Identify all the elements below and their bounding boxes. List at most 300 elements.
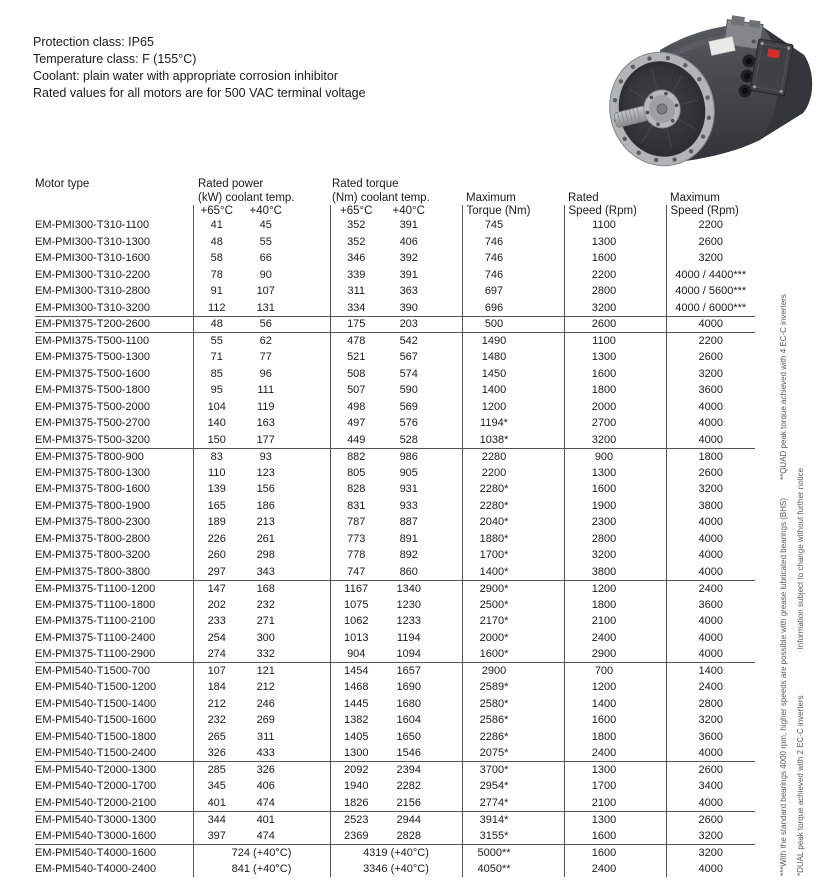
value-cell: 697 <box>462 283 564 300</box>
table-row <box>35 696 755 713</box>
motor-type-cell: EM-PMI375-T500-3200 <box>35 433 150 446</box>
value-cell: 78 <box>193 267 240 284</box>
value-cell: 260 <box>193 547 240 564</box>
table-row <box>35 349 755 366</box>
table-group <box>35 333 755 449</box>
value-cell: 1200 <box>564 679 666 696</box>
value-cell: 2600 <box>666 762 755 779</box>
value-cell: 165 <box>193 498 240 515</box>
value-cell: 3200 <box>564 432 666 449</box>
value-cell: 891 <box>399 532 418 545</box>
value-cell: 334 <box>330 300 382 317</box>
table-row <box>35 646 755 663</box>
value-cell: 3200 <box>564 300 666 317</box>
value-cell: 1600 <box>564 844 666 861</box>
value-cell: 2000* <box>462 630 564 647</box>
value-cell: 1200 <box>462 399 564 416</box>
value-cell: 2200 <box>564 267 666 284</box>
value-cell: 203 <box>382 316 462 333</box>
motor-type-cell: EM-PMI375-T1100-1800 <box>35 598 156 611</box>
value-cell: 2800 <box>666 696 755 713</box>
value-cell: 474 <box>256 796 275 809</box>
value-cell: 746 <box>462 267 564 284</box>
value-cell: 2000 <box>564 399 666 416</box>
value-cell: 1480 <box>462 349 564 366</box>
value-cell: 212 <box>193 696 240 713</box>
motor-type-cell: EM-PMI375-T800-1900 <box>35 499 150 512</box>
value-cell: 3600 <box>666 597 755 614</box>
info-line-coolant: Coolant: plain water with appropriate corrosion inhibitor <box>33 69 339 83</box>
value-cell: 3200 <box>666 250 755 267</box>
value-cell: 3200 <box>666 844 755 861</box>
motor-type-cell: EM-PMI540-T3000-1300 <box>35 811 193 828</box>
value-cell: 95 <box>193 382 240 399</box>
value-cell: 4000 <box>666 415 755 432</box>
value-cell: 1200 <box>564 580 666 597</box>
value-cell: 1600 <box>564 481 666 498</box>
value-cell: 724 (+40°C) <box>193 844 330 861</box>
table-row <box>35 745 755 762</box>
value-cell: 3600 <box>666 382 755 399</box>
value-cell: 111 <box>257 384 275 397</box>
value-cell: 4000 <box>666 514 755 531</box>
value-cell: 2369 <box>330 828 382 845</box>
motor-type-cell: EM-PMI300-T310-1600 <box>35 252 150 265</box>
value-cell: 2828 <box>396 829 421 842</box>
value-cell: 2092 <box>330 762 382 779</box>
table-row <box>35 712 755 729</box>
value-cell: 2800 <box>564 283 666 300</box>
value-cell: 326 <box>193 745 240 762</box>
value-cell: 2580* <box>462 696 564 713</box>
value-cell: 1194* <box>462 415 564 432</box>
value-cell: 2400 <box>666 679 755 696</box>
motor-type-cell: EM-PMI375-T800-3800 <box>35 565 150 578</box>
col-header-rated-speed: Rated <box>568 192 599 204</box>
value-cell: 1650 <box>396 730 421 743</box>
value-cell: 2400 <box>564 861 666 878</box>
value-cell: 2900 <box>564 646 666 663</box>
value-cell: 449 <box>330 432 382 449</box>
value-cell: 1604 <box>396 714 421 727</box>
value-cell: 1600 <box>564 712 666 729</box>
value-cell: 805 <box>330 465 382 482</box>
value-cell: 1600 <box>564 366 666 383</box>
value-cell: 1100 <box>564 333 666 350</box>
value-cell: 139 <box>193 481 240 498</box>
col-header-torque-65: +65°C <box>330 205 382 217</box>
value-cell: 2200 <box>666 217 755 234</box>
value-cell: 1454 <box>330 663 382 680</box>
value-cell: 2600 <box>564 316 666 333</box>
col-header-max-torque-unit: Torque (Nm) <box>462 205 564 217</box>
col-header-max-speed: Maximum <box>670 192 720 204</box>
col-header-motor-type: Motor type <box>35 178 90 190</box>
value-cell: 2280 <box>462 448 564 465</box>
motor-type-cell: EM-PMI375-T800-2300 <box>35 516 150 529</box>
value-cell: 2282 <box>396 780 421 793</box>
value-cell: 265 <box>193 729 240 746</box>
value-cell: 1400* <box>462 564 564 581</box>
footnote-column-inner <box>795 468 806 876</box>
value-cell: 233 <box>193 613 240 630</box>
value-cell: 2600 <box>666 465 755 482</box>
motor-type-cell: EM-PMI375-T500-1800 <box>35 384 150 397</box>
value-cell: 900 <box>564 448 666 465</box>
col-header-rated-power: Rated power <box>198 178 264 190</box>
table-row <box>35 613 755 630</box>
value-cell: 4319 (+40°C) <box>330 844 462 861</box>
motor-type-cell: EM-PMI375-T1100-2400 <box>35 631 156 644</box>
value-cell: 567 <box>399 351 418 364</box>
col-header-max-torque: Maximum <box>466 192 516 204</box>
value-cell: 1062 <box>330 613 382 630</box>
table-row <box>35 679 755 696</box>
value-cell: 4000 <box>666 795 755 812</box>
value-cell: 1382 <box>330 712 382 729</box>
table-row <box>35 811 755 828</box>
motor-type-cell: EM-PMI300-T310-2800 <box>35 285 150 298</box>
value-cell: 2400 <box>564 630 666 647</box>
motor-type-cell: EM-PMI375-T800-1300 <box>35 466 150 479</box>
value-cell: 2075* <box>462 745 564 762</box>
value-cell: 1800 <box>564 382 666 399</box>
table-row <box>35 762 755 779</box>
value-cell: 2600 <box>666 811 755 828</box>
value-cell: 4000 / 6000*** <box>666 300 755 317</box>
value-cell: 4000 <box>666 613 755 630</box>
value-cell: 2300 <box>564 514 666 531</box>
value-cell: 1038* <box>462 432 564 449</box>
value-cell: 2700 <box>564 415 666 432</box>
value-cell: 3200 <box>666 828 755 845</box>
value-cell: 352 <box>330 234 382 251</box>
value-cell: 745 <box>462 217 564 234</box>
value-cell: 401 <box>240 811 330 828</box>
value-cell: 828 <box>330 481 382 498</box>
value-cell: 269 <box>256 714 275 727</box>
motor-type-cell: EM-PMI300-T310-1300 <box>35 235 150 248</box>
value-cell: 45 <box>259 219 272 232</box>
value-cell: 107 <box>193 663 240 680</box>
table-group <box>35 762 755 812</box>
value-cell: 4050** <box>462 861 564 878</box>
value-cell: 4000 / 4400*** <box>666 267 755 284</box>
value-cell: 1900 <box>564 498 666 515</box>
value-cell: 500 <box>462 316 564 333</box>
value-cell: 77 <box>259 351 272 364</box>
value-cell: 1800 <box>666 448 755 465</box>
value-cell: 3155* <box>462 828 564 845</box>
value-cell: 397 <box>193 828 240 845</box>
col-header-max-speed-unit: Speed (Rpm) <box>666 205 755 217</box>
motor-type-cell: EM-PMI540-T1500-2400 <box>35 747 157 759</box>
value-cell: 1880* <box>462 531 564 548</box>
motor-type-cell: EM-PMI540-T1500-1400 <box>35 697 157 710</box>
value-cell: 346 <box>330 250 382 267</box>
value-cell: 1300 <box>564 234 666 251</box>
value-cell: 4000 <box>666 316 755 333</box>
value-cell: 1657 <box>382 663 462 680</box>
value-cell: 2040* <box>462 514 564 531</box>
value-cell: 332 <box>256 648 275 660</box>
table-row <box>35 861 755 878</box>
value-cell: 226 <box>193 531 240 548</box>
value-cell: 2200 <box>666 333 755 350</box>
value-cell: 147 <box>193 580 240 597</box>
motor-type-cell: EM-PMI540-T1500-1200 <box>35 681 157 694</box>
spec-table-header <box>35 177 755 217</box>
motor-type-cell: EM-PMI540-T1500-1800 <box>35 730 157 743</box>
footnote-bearings: ***With the standard bearings 4000 rpm, higher speeds are possible with grease lubricated bearings (BHS) <box>779 498 788 876</box>
footnote-column-outer <box>778 294 789 876</box>
table-row <box>35 778 755 795</box>
value-cell: 542 <box>382 333 462 350</box>
col-header-torque-unit: (Nm) coolant temp. <box>332 192 430 204</box>
value-cell: 363 <box>399 285 418 298</box>
table-group <box>35 844 755 877</box>
value-cell: 1167 <box>330 580 382 597</box>
value-cell: 3200 <box>666 712 755 729</box>
value-cell: 696 <box>462 300 564 317</box>
value-cell: 2954* <box>462 778 564 795</box>
value-cell: 1013 <box>330 630 382 647</box>
value-cell: 841 (+40°C) <box>193 861 330 878</box>
value-cell: 4000 <box>666 432 755 449</box>
value-cell: 590 <box>399 384 418 397</box>
value-cell: 345 <box>193 778 240 795</box>
value-cell: 285 <box>193 762 240 779</box>
spec-table-wrap <box>35 177 755 877</box>
value-cell: 2586* <box>462 712 564 729</box>
info-line-temperature: Temperature class: F (155°C) <box>33 52 197 66</box>
value-cell: 271 <box>256 615 275 628</box>
table-row <box>35 465 755 482</box>
info-line-rated-values: Rated values for all motors are for 500 VAC terminal voltage <box>33 86 366 100</box>
value-cell: 212 <box>256 681 275 694</box>
value-cell: 4000 <box>666 646 755 663</box>
table-row <box>35 448 755 465</box>
value-cell: 4000 <box>666 547 755 564</box>
value-cell: 1600 <box>564 828 666 845</box>
value-cell: 3400 <box>666 778 755 795</box>
value-cell: 390 <box>399 301 418 314</box>
table-row <box>35 580 755 597</box>
value-cell: 1940 <box>330 778 382 795</box>
value-cell: 3800 <box>666 498 755 515</box>
value-cell: 1826 <box>330 795 382 812</box>
table-row <box>35 432 755 449</box>
value-cell: 2589* <box>462 679 564 696</box>
motor-type-cell: EM-PMI375-T200-2600 <box>35 316 193 333</box>
value-cell: 163 <box>256 417 275 430</box>
table-row <box>35 234 755 251</box>
value-cell: 1468 <box>330 679 382 696</box>
value-cell: 112 <box>193 300 240 317</box>
table-row <box>35 564 755 581</box>
value-cell: 274 <box>193 646 240 663</box>
value-cell: 326 <box>240 762 330 779</box>
value-cell: 1233 <box>396 615 421 628</box>
value-cell: 189 <box>193 514 240 531</box>
col-header-power-65: +65°C <box>193 205 240 217</box>
value-cell: 1300 <box>564 349 666 366</box>
value-cell: 168 <box>240 580 330 597</box>
value-cell: 110 <box>193 465 240 482</box>
table-row <box>35 283 755 300</box>
value-cell: 892 <box>399 549 418 562</box>
value-cell: 3200 <box>666 366 755 383</box>
value-cell: 4000 <box>666 531 755 548</box>
value-cell: 1400 <box>462 382 564 399</box>
value-cell: 497 <box>330 415 382 432</box>
footnote-dual: *DUAL peak torque achieved with 2 EC-C inverters <box>796 695 805 876</box>
spec-info-block <box>33 34 366 102</box>
table-row <box>35 630 755 647</box>
value-cell: 2523 <box>330 811 382 828</box>
value-cell: 2170* <box>462 613 564 630</box>
value-cell: 1300 <box>564 811 666 828</box>
value-cell: 831 <box>330 498 382 515</box>
value-cell: 933 <box>399 499 418 512</box>
value-cell: 232 <box>193 712 240 729</box>
value-cell: 1075 <box>330 597 382 614</box>
footnote-info-subject: Information subject to change without further notice <box>796 467 805 650</box>
value-cell: 882 <box>330 448 382 465</box>
motor-photo-illustration <box>598 10 828 168</box>
motor-type-cell: EM-PMI540-T2000-2100 <box>35 796 157 809</box>
motor-type-cell: EM-PMI540-T4000-2400 <box>35 862 157 875</box>
motor-type-cell: EM-PMI540-T2000-1300 <box>35 762 193 779</box>
motor-type-cell: EM-PMI300-T310-3200 <box>35 301 150 314</box>
value-cell: 83 <box>193 448 240 465</box>
col-header-torque-40: +40°C <box>392 205 425 217</box>
value-cell: 5000** <box>462 844 564 861</box>
value-cell: 156 <box>256 483 275 496</box>
value-cell: 93 <box>240 448 330 465</box>
value-cell: 1546 <box>396 747 421 759</box>
col-header-rated-torque: Rated torque <box>332 178 399 190</box>
table-group <box>35 663 755 762</box>
table-row <box>35 498 755 515</box>
value-cell: 2280* <box>462 498 564 515</box>
value-cell: 2800 <box>564 531 666 548</box>
value-cell: 406 <box>399 235 418 248</box>
motor-type-cell: EM-PMI300-T310-1100 <box>35 219 150 232</box>
table-row <box>35 300 755 317</box>
value-cell: 574 <box>399 367 418 380</box>
table-row <box>35 399 755 416</box>
col-header-power-40: +40°C <box>249 205 282 217</box>
table-row <box>35 844 755 861</box>
value-cell: 71 <box>193 349 240 366</box>
motor-photo <box>598 10 828 168</box>
value-cell: 4000 <box>666 861 755 878</box>
value-cell: 1300 <box>564 465 666 482</box>
table-group <box>35 811 755 844</box>
value-cell: 860 <box>399 565 418 578</box>
value-cell: 2400 <box>564 745 666 762</box>
table-row <box>35 597 755 614</box>
value-cell: 433 <box>256 747 275 759</box>
value-cell: 1445 <box>330 696 382 713</box>
value-cell: 887 <box>399 516 418 529</box>
value-cell: 2286* <box>462 729 564 746</box>
value-cell: 406 <box>256 780 275 793</box>
value-cell: 2944 <box>382 811 462 828</box>
table-group <box>35 448 755 580</box>
value-cell: 773 <box>330 531 382 548</box>
table-row <box>35 828 755 845</box>
value-cell: 1400 <box>564 696 666 713</box>
value-cell: 311 <box>256 730 275 743</box>
value-cell: 254 <box>193 630 240 647</box>
table-row <box>35 795 755 812</box>
value-cell: 2280* <box>462 481 564 498</box>
value-cell: 311 <box>330 283 382 300</box>
motor-type-cell: EM-PMI375-T800-2800 <box>35 532 150 545</box>
value-cell: 2156 <box>396 796 421 809</box>
value-cell: 58 <box>193 250 240 267</box>
value-cell: 62 <box>240 333 330 350</box>
value-cell: 344 <box>193 811 240 828</box>
value-cell: 1680 <box>396 697 421 710</box>
value-cell: 232 <box>256 598 275 611</box>
motor-type-cell: EM-PMI375-T500-1300 <box>35 351 150 364</box>
value-cell: 339 <box>330 267 382 284</box>
table-row <box>35 250 755 267</box>
value-cell: 1300 <box>330 745 382 762</box>
value-cell: 904 <box>330 646 382 663</box>
value-cell: 401 <box>193 795 240 812</box>
value-cell: 1800 <box>564 597 666 614</box>
value-cell: 2900* <box>462 580 564 597</box>
value-cell: 507 <box>330 382 382 399</box>
value-cell: 1100 <box>564 217 666 234</box>
value-cell: 4000 <box>666 399 755 416</box>
value-cell: 177 <box>256 433 275 446</box>
value-cell: 4000 <box>666 564 755 581</box>
value-cell: 1230 <box>396 598 421 611</box>
value-cell: 1600 <box>564 250 666 267</box>
value-cell: 123 <box>256 466 275 479</box>
value-cell: 2394 <box>382 762 462 779</box>
motor-type-cell: EM-PMI375-T800-1600 <box>35 483 150 496</box>
value-cell: 352 <box>330 217 382 234</box>
value-cell: 2600 <box>666 234 755 251</box>
value-cell: 186 <box>256 499 275 512</box>
value-cell: 778 <box>330 547 382 564</box>
value-cell: 4000 <box>666 745 755 762</box>
value-cell: 96 <box>259 367 272 380</box>
value-cell: 528 <box>399 433 418 446</box>
value-cell: 391 <box>399 268 418 281</box>
value-cell: 3914* <box>462 811 564 828</box>
value-cell: 104 <box>193 399 240 416</box>
value-cell: 576 <box>399 417 418 430</box>
value-cell: 2600 <box>666 349 755 366</box>
motor-type-cell: EM-PMI375-T500-2000 <box>35 400 150 413</box>
value-cell: 478 <box>330 333 382 350</box>
motor-type-cell: EM-PMI375-T500-1100 <box>35 333 193 350</box>
motor-type-cell: EM-PMI375-T800-900 <box>35 448 193 465</box>
value-cell: 90 <box>259 268 272 281</box>
motor-type-cell: EM-PMI540-T3000-1600 <box>35 829 157 842</box>
value-cell: 246 <box>256 697 275 710</box>
table-row <box>35 267 755 284</box>
value-cell: 297 <box>193 564 240 581</box>
value-cell: 1450 <box>462 366 564 383</box>
